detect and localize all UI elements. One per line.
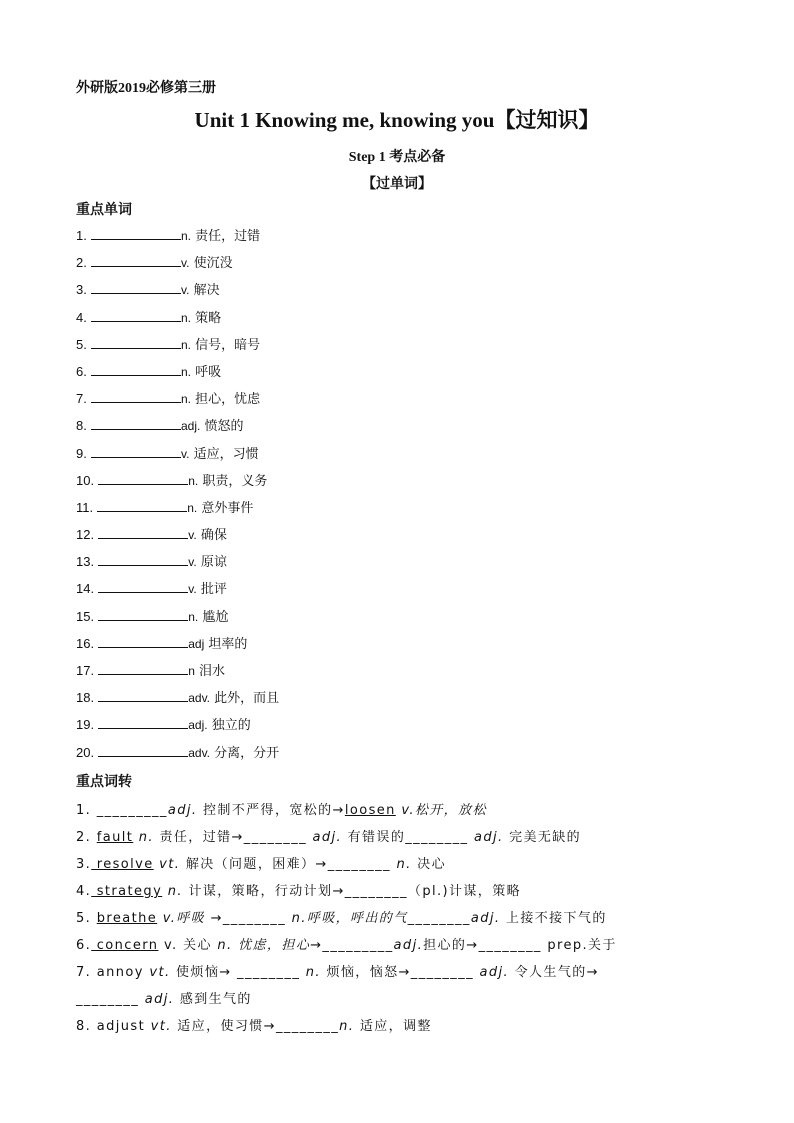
item-text: 解决（问题，困难）→________ bbox=[180, 857, 397, 872]
conversion-item bbox=[76, 932, 726, 959]
meaning: 批评 bbox=[200, 582, 227, 598]
meaning: 解决 bbox=[193, 283, 220, 299]
answer-blank[interactable] bbox=[98, 661, 188, 675]
part-of-speech: n. bbox=[180, 364, 191, 379]
pos-tag: vt. bbox=[150, 1019, 172, 1034]
conversion-item bbox=[76, 824, 726, 851]
item-number: 1. bbox=[76, 228, 87, 243]
item-text: 控制不严得，宽松的→ bbox=[197, 803, 345, 818]
item-number: 3. bbox=[76, 282, 87, 298]
given-word: resolve bbox=[91, 857, 154, 872]
item-number: 17. bbox=[76, 663, 95, 678]
item-text: ________ bbox=[76, 992, 145, 1007]
item-number: 13. bbox=[76, 554, 95, 570]
vocab-section-heading: 重点单词 bbox=[76, 203, 132, 218]
vocab-item bbox=[76, 552, 279, 579]
meaning: 愤怒的 bbox=[204, 419, 244, 435]
meaning: 原谅 bbox=[200, 555, 227, 571]
item-text: 4. bbox=[76, 884, 92, 899]
answer-blank[interactable] bbox=[98, 579, 188, 593]
meaning: 适应，习惯 bbox=[193, 446, 259, 462]
item-text: 使烦恼→ ________ bbox=[170, 965, 306, 980]
step-heading: Step 1 考点必备 bbox=[348, 150, 446, 165]
item-text: 5. bbox=[76, 911, 97, 926]
item-number: 2. bbox=[76, 255, 87, 271]
item-number: 16. bbox=[76, 635, 95, 651]
answer-blank[interactable] bbox=[98, 552, 188, 566]
item-text: 8. adjust bbox=[76, 1019, 151, 1034]
part-of-speech: n. bbox=[188, 473, 199, 488]
part-of-speech: v. bbox=[188, 582, 197, 597]
item-text: 责任，过错→________ bbox=[153, 830, 313, 845]
conversion-list bbox=[76, 797, 726, 1040]
conversion-item bbox=[76, 905, 726, 932]
item-text: v.松开，放松 bbox=[395, 803, 487, 818]
answer-blank[interactable] bbox=[98, 715, 188, 729]
pos-tag: n. bbox=[162, 884, 183, 899]
item-text: 3. bbox=[76, 857, 92, 872]
conversion-item bbox=[76, 797, 726, 824]
pos-tag: vt. bbox=[149, 965, 171, 980]
part-of-speech: adv. bbox=[188, 691, 211, 706]
edition-label: 外研版2019必修第三册 bbox=[76, 81, 216, 96]
vocab-item bbox=[76, 471, 279, 498]
pos-tag: n.呼吸，呼出的气 bbox=[291, 911, 408, 926]
vocab-item bbox=[76, 525, 279, 552]
answer-blank[interactable] bbox=[91, 308, 181, 322]
answer-blank[interactable] bbox=[91, 389, 181, 403]
item-text: 决心 bbox=[411, 857, 446, 872]
answer-blank[interactable] bbox=[98, 688, 188, 702]
item-number: 4. bbox=[76, 309, 87, 325]
vocab-item bbox=[76, 661, 279, 688]
pos-tag: n. bbox=[305, 965, 321, 980]
vocab-item bbox=[76, 607, 279, 634]
answer-blank[interactable] bbox=[98, 471, 188, 485]
part-of-speech: n. bbox=[180, 337, 191, 352]
item-text: 有错误的________ bbox=[342, 830, 474, 845]
meaning: 使沉没 bbox=[193, 256, 233, 272]
answer-blank[interactable] bbox=[91, 335, 181, 349]
item-number: 8. bbox=[76, 418, 87, 434]
meaning: 信号，暗号 bbox=[195, 337, 261, 353]
part-of-speech: v. bbox=[188, 528, 197, 543]
item-number: 19. bbox=[76, 717, 95, 733]
part-of-speech: v. bbox=[180, 446, 190, 461]
vocab-item bbox=[76, 444, 279, 471]
part-of-speech: adv. bbox=[188, 745, 211, 760]
meaning: 泪水 bbox=[199, 664, 226, 679]
meaning: 职责，义务 bbox=[202, 473, 268, 489]
meaning: 坦率的 bbox=[208, 636, 248, 652]
part-of-speech: adj bbox=[188, 636, 205, 651]
answer-blank[interactable] bbox=[91, 280, 181, 294]
vocab-item bbox=[76, 280, 279, 307]
item-text: 令人生气的→ bbox=[509, 965, 599, 980]
item-text: 7. annoy bbox=[76, 965, 150, 980]
item-number: 7. bbox=[76, 391, 87, 407]
item-number: 11. bbox=[76, 499, 94, 515]
item-text: 完美无缺的 bbox=[503, 830, 582, 845]
part-of-speech: n bbox=[188, 664, 195, 678]
meaning: 责任，过错 bbox=[195, 229, 261, 244]
part-of-speech: n. bbox=[180, 229, 191, 243]
part-of-speech: n. bbox=[180, 310, 191, 325]
pos-tag: n. bbox=[396, 857, 412, 872]
pos-tag: adj. bbox=[167, 803, 198, 818]
vocab-item bbox=[76, 579, 279, 606]
item-number: 18. bbox=[76, 690, 95, 706]
answer-blank[interactable] bbox=[97, 498, 187, 512]
pos-tag: n. bbox=[339, 1019, 355, 1034]
conversion-section-heading: 重点词转 bbox=[76, 775, 132, 790]
part-of-speech: n. bbox=[187, 500, 198, 515]
meaning: 确保 bbox=[200, 528, 227, 544]
conversion-item bbox=[76, 878, 726, 905]
given-word: loosen bbox=[344, 803, 396, 818]
meaning: 分离，分开 bbox=[214, 745, 280, 761]
pos-tag: adj. bbox=[393, 938, 424, 953]
item-text: 烦恼，恼怒→________ bbox=[320, 965, 480, 980]
vocab-item bbox=[76, 335, 279, 362]
meaning: 尴尬 bbox=[202, 609, 229, 625]
meaning: 意外事件 bbox=[201, 500, 254, 516]
answer-blank[interactable] bbox=[98, 607, 188, 621]
vocab-item bbox=[76, 743, 279, 770]
pos-tag: adj. bbox=[473, 830, 504, 845]
vocab-item bbox=[76, 308, 279, 335]
pos-tag: adj. bbox=[312, 830, 343, 845]
conversion-item bbox=[76, 851, 726, 878]
conversion-item bbox=[76, 1013, 726, 1040]
part-of-speech: v. bbox=[180, 283, 190, 298]
vocab-item bbox=[76, 634, 279, 661]
item-text: 上接不接下气的 bbox=[500, 911, 607, 926]
pos-tag: v.呼吸 bbox=[157, 911, 206, 926]
pos-tag: n. 忧虑，担心 bbox=[217, 938, 311, 953]
part-of-speech: n. bbox=[188, 609, 199, 624]
answer-blank[interactable] bbox=[91, 362, 181, 376]
vocab-item bbox=[76, 253, 279, 280]
pos-tag: adj. bbox=[479, 965, 510, 980]
vocab-item bbox=[76, 226, 279, 253]
meaning: 担心，忧虑 bbox=[195, 392, 261, 408]
pos-tag: n. bbox=[133, 830, 154, 845]
meaning: 此外，而且 bbox=[214, 691, 280, 707]
given-word: strategy bbox=[91, 884, 163, 899]
answer-blank[interactable] bbox=[98, 525, 188, 539]
item-text: ________ bbox=[407, 911, 471, 926]
item-text: 担心的→________ prep.关于 bbox=[423, 938, 617, 953]
meaning: 策略 bbox=[195, 310, 222, 326]
vocab-item bbox=[76, 498, 279, 525]
pos-tag: vt. bbox=[153, 857, 181, 872]
answer-blank[interactable] bbox=[91, 444, 181, 458]
conversion-item-continued bbox=[76, 986, 726, 1013]
item-text: 6. bbox=[76, 938, 92, 953]
part-of-speech: v. bbox=[180, 256, 190, 271]
meaning: 独立的 bbox=[211, 718, 251, 734]
meaning: 呼吸 bbox=[195, 364, 222, 380]
item-number: 12. bbox=[76, 527, 95, 543]
item-text: →_________ bbox=[310, 938, 394, 953]
page-title: Unit 1 Knowing me, knowing you【过知识】 bbox=[194, 108, 600, 132]
vocab-item bbox=[76, 362, 279, 389]
item-text: v. 关心 bbox=[158, 938, 218, 953]
vocab-list bbox=[76, 226, 279, 770]
vocab-item bbox=[76, 715, 279, 742]
item-number: 10. bbox=[76, 472, 95, 488]
conversion-item bbox=[76, 959, 726, 986]
answer-blank[interactable] bbox=[98, 743, 188, 757]
part-of-speech: adj. bbox=[188, 718, 208, 733]
answer-blank[interactable] bbox=[98, 634, 188, 648]
answer-blank[interactable] bbox=[91, 416, 181, 430]
item-text: 感到生气的 bbox=[174, 992, 252, 1007]
item-text: 计谋，策略，行动计划→________（pl.)计谋，策略 bbox=[182, 884, 521, 899]
item-number: 6. bbox=[76, 363, 87, 379]
item-number: 9. bbox=[76, 445, 87, 461]
item-number: 15. bbox=[76, 608, 95, 624]
item-text: →________ bbox=[205, 911, 292, 926]
item-number: 5. bbox=[76, 336, 87, 352]
part-of-speech: adj. bbox=[180, 419, 201, 434]
given-word: concern bbox=[91, 938, 159, 953]
vocab-item bbox=[76, 416, 279, 443]
answer-blank[interactable] bbox=[91, 226, 181, 240]
given-word: fault bbox=[96, 830, 134, 845]
subheading: 【过单词】 bbox=[362, 177, 432, 192]
part-of-speech: n. bbox=[180, 392, 191, 407]
item-text: 1. _________ bbox=[76, 803, 168, 818]
item-number: 20. bbox=[76, 744, 95, 760]
item-text: 适应，使习惯→________ bbox=[171, 1019, 340, 1034]
vocab-item bbox=[76, 389, 279, 416]
vocab-item bbox=[76, 688, 279, 715]
answer-blank[interactable] bbox=[91, 253, 181, 267]
item-number: 14. bbox=[76, 581, 95, 597]
part-of-speech: v. bbox=[188, 555, 197, 570]
item-text: 2. bbox=[76, 830, 97, 845]
given-word: breathe bbox=[96, 911, 158, 926]
pos-tag: adj. bbox=[470, 911, 501, 926]
pos-tag: adj. bbox=[144, 992, 175, 1007]
item-text: 适应，调整 bbox=[354, 1019, 432, 1034]
